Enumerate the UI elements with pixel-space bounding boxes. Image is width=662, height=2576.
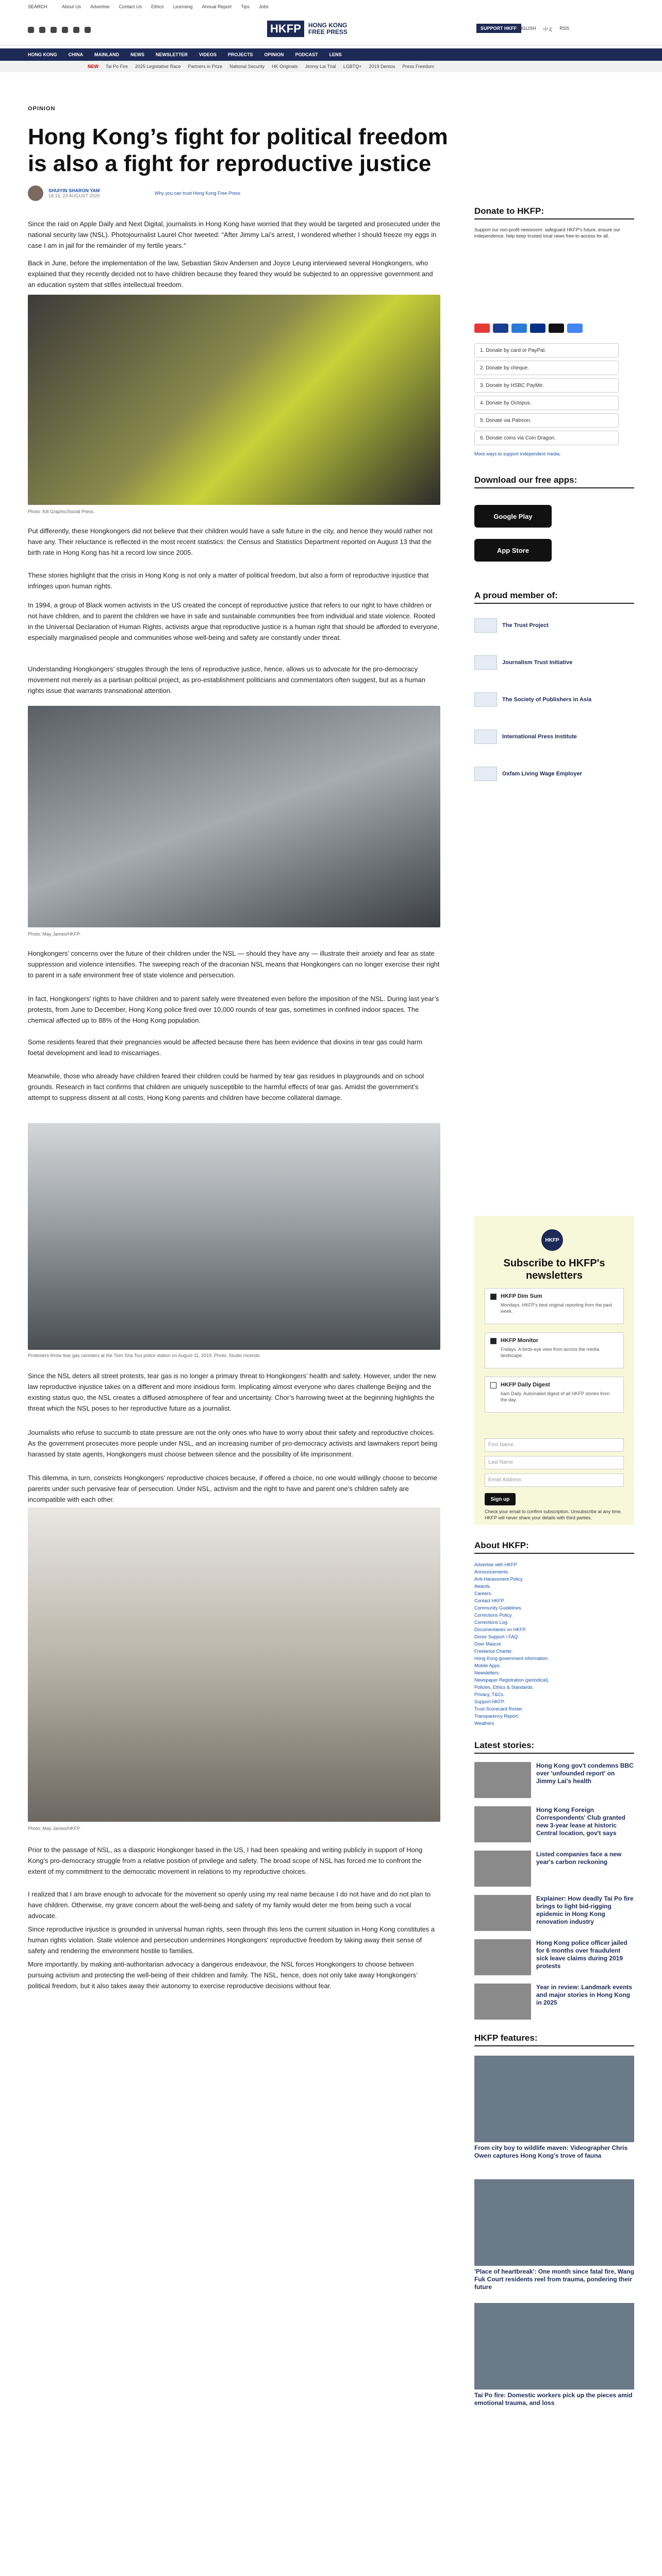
nav-item[interactable]: VIDEOS <box>199 52 217 57</box>
member-title: A proud member of: <box>474 590 634 604</box>
language-link[interactable]: 中文 <box>543 27 553 32</box>
nav-item[interactable]: MAINLAND <box>94 52 120 57</box>
facebook-icon[interactable] <box>28 27 34 33</box>
paragraph: These stories highlight that the crisis in Hong Kong is not only a matter of political freedom, but also a form of reproductive injustice that infringes upon human rights. <box>28 571 429 590</box>
instagram-icon[interactable] <box>51 27 57 33</box>
member-item[interactable] <box>474 655 572 670</box>
member-logo <box>474 692 497 707</box>
street-photo <box>28 706 440 927</box>
site-link[interactable]: Contact Us <box>119 4 142 9</box>
member-name: The Society of Publishers in Asia <box>502 697 592 703</box>
twitter-icon[interactable] <box>39 27 45 33</box>
feature-story[interactable] <box>474 2179 634 2291</box>
social-icons <box>28 27 91 33</box>
photo-caption: Photo: May James/HKFP. <box>28 1826 81 1831</box>
story-title: Hong Kong Foreign Correspondents' Club granted new 3-year lease at historic Central location, gov't says <box>536 1806 625 1837</box>
member-name: Journalism Trust Initiative <box>502 659 573 666</box>
paragraph: In 1994, a group of Black women activists in the US created the concept of reproductive justice that refers to our right to have children or not have children, and to parent the children we have in safe and sustainable communities free from individual and state violence. Rooted in the Universal Declaration of Human Rights, activists argue that reproductive justice is a human right that should be afforded to everyone, especially marginalised people and communities whose well-being and safety are constantly under threat. <box>28 601 440 641</box>
about-link[interactable]: Trust Scorecard Roster. <box>474 1706 523 1711</box>
nav-item[interactable]: CHINA <box>68 52 84 57</box>
nav-item[interactable]: OPINION <box>264 52 284 57</box>
subnav-item[interactable]: HK Originals <box>272 64 298 69</box>
telegram-icon[interactable] <box>85 27 91 33</box>
story-title: Hong Kong gov't condemns BBC over 'unfounded report' on Jimmy Lai's health <box>536 1762 634 1785</box>
photo-caption: Photo: May James/HKFP. <box>28 931 81 937</box>
subnav-item[interactable]: Tai Po Fire <box>106 64 128 69</box>
paragraph: In fact, Hongkongers’ rights to have children and to parent safely were threatened even before the imposition of the NSL. During last year’s protests, from June to December, Hong Kong police fired over 10,000 rounds of tear gas, sometimes in confined indoor spaces. The chemical affected up to 88% of the Hong Kong population. <box>28 995 439 1024</box>
nav-item[interactable]: PODCAST <box>295 52 318 57</box>
newsletter-desc: Fridays. A birds-eye view from across the media landscape. <box>501 1347 600 1358</box>
youtube-icon[interactable] <box>62 27 68 33</box>
member-item[interactable] <box>474 618 549 633</box>
about-link[interactable]: Announcements. <box>474 1569 509 1574</box>
story-thumbnail <box>474 1939 531 1975</box>
about-link[interactable]: Newsletters. <box>474 1670 500 1675</box>
about-link[interactable]: Newspaper Registration (periodical). <box>474 1677 550 1683</box>
feature-title: Tai Po fire: Domestic workers pick up the pieces amid emotional trauma, and loss <box>474 2392 633 2406</box>
newsletter-name: HKFP Daily Digest <box>501 1382 550 1388</box>
newsletter-option[interactable] <box>485 1377 624 1413</box>
feature-image <box>474 2303 634 2389</box>
newsletter-checkbox[interactable] <box>490 1382 496 1388</box>
latest-story[interactable] <box>474 1984 634 2024</box>
subnav-item[interactable]: LGBTQ+ <box>343 64 362 69</box>
donate-option[interactable]: 6. Donate coins via Coin Dragon. <box>474 431 619 445</box>
paragraph: Meanwhile, those who already have children feared their children could be harmed by tear gas residues in playgrounds and on school grounds. Research in fact confirms that children are uniquely susceptible to the harmful effects of tear gas. Amidst the government’s attempt to suppress dissent at all costs, Hong Kong parents and children have become collateral damage. <box>28 1072 424 1101</box>
amex-icon <box>511 324 527 333</box>
photo-caption: Photo: Kill Graphic/Social Press. <box>28 509 95 514</box>
nav-item[interactable]: PROJECTS <box>228 52 253 57</box>
about-link[interactable]: Community Guidelines. <box>474 1605 523 1611</box>
about-link[interactable]: Awards. <box>474 1584 491 1589</box>
about-link[interactable]: Doer Mascot. <box>474 1641 502 1647</box>
hkfp-badge-icon: HKFP <box>541 1229 563 1251</box>
site-link[interactable]: Jobs <box>258 4 269 9</box>
paragraph: Understanding Hongkongers’ struggles through the lens of reproductive justice, hence, allows us to advocate for the pro-democracy movement not merely as a partisan political project, as pro-establishment politicians and commentators often suggest, but as a human rights issue that warrants transnational attention. <box>28 665 426 694</box>
donate-text: Support our non-profit newsroom: safeguard HKFP's future, ensure our independence, help keep trusted local news free-to-access for all. <box>474 227 620 239</box>
site-link[interactable]: Annual Report <box>202 4 232 9</box>
about-link[interactable]: Careers. <box>474 1591 492 1596</box>
paragraph: Back in June, before the implementation of the law, Sebastian Skov Andersen and Joyce Leung interviewed several Hongkongers, who explained that they recently decided not to have children because they feared they would be subjected to an oppressive government and an education system that stifles intellectual freedom. <box>28 259 433 289</box>
member-logo <box>474 618 497 633</box>
visa-icon <box>493 324 508 333</box>
support-button[interactable]: SUPPORT HKFP <box>476 24 521 33</box>
last-name-input[interactable]: Last Name <box>485 1456 624 1469</box>
paragraph: Put differently, these Hongkongers did not believe that their children would have a safe future in the city, and hence they would rather not have any. Their reluctance is reflected in the most recent statistics: the Census and Statistics Department reported on August 13 that the birth rate in Hong Kong has hit a record low since 2005. <box>28 527 433 556</box>
app-store-label: App Store <box>496 546 529 554</box>
newsletter-note: Check your email to confirm subscription. Unsubscribe at any time. HKFP will never share your details with third parties. <box>485 1509 622 1520</box>
photo-caption: Protesters throw tear gas canisters at the Tsim Sha Tsui police station on August 11, 2019. Photo: Studio Incendo. <box>28 1353 261 1358</box>
member-logo <box>474 730 497 744</box>
about-link[interactable]: Anti-Harassment Policy. <box>474 1577 524 1582</box>
site-link[interactable]: Ethics <box>151 4 164 9</box>
member-name: The Trust Project <box>502 622 549 629</box>
newsletter-name: HKFP Monitor <box>501 1337 539 1344</box>
protest-photo <box>28 295 440 505</box>
newsletter-checkbox[interactable] <box>490 1294 496 1300</box>
member-item[interactable] <box>474 730 577 744</box>
newsletter-desc: 6am Daily. Automated digest of all HKFP stories from the day. <box>501 1391 610 1402</box>
member-logo <box>474 655 497 670</box>
member-name: Oxfam Living Wage Employer <box>502 771 582 777</box>
about-link[interactable]: Weathers <box>474 1721 494 1726</box>
logo-box: HKFP <box>267 21 304 37</box>
subnav-item[interactable]: Jimmy Lai Trial <box>305 64 336 69</box>
newsletter-name: HKFP Dim Sum <box>501 1293 542 1299</box>
subnav-item[interactable]: Partners in Prize <box>188 64 223 69</box>
paragraph: Some residents feared that their pregnancies would be affected because there has been evidence that dioxins in tear gas could harm foetal development and lead to miscarriages. <box>28 1038 423 1057</box>
feature-image <box>474 2179 634 2266</box>
latest-story[interactable] <box>474 1895 634 1935</box>
paragraph: Hongkongers’ concerns over the future of their children under the NSL — should they have any — illustrate their anxiety and fear as state suppression and violence intensifies. The sweeping reach of the draconian NSL means that Hongkongers can no longer exercise their right to parent in a safe environment free of state violence and persecution. <box>28 950 440 979</box>
member-item[interactable] <box>474 767 582 781</box>
subnav-item[interactable]: National Security <box>229 64 265 69</box>
paragraph: Since reproductive injustice is grounded in universal human rights, seen through this lens the current situation in Hong Kong constitutes a human rights violation. State violence and persecution undermines Hongkongers’ reproductive freedom by taking away their sense of safety and rendering the environment hostile to families. <box>28 1925 435 1955</box>
newsletter-option[interactable] <box>485 1332 624 1368</box>
member-item[interactable] <box>474 692 591 707</box>
language-links <box>516 26 569 32</box>
nav-item[interactable]: NEWS <box>130 52 145 57</box>
story-title: Year in review: Landmark events and major stories in Hong Kong in 2025 <box>536 1984 633 2006</box>
language-link[interactable]: RSS <box>559 26 570 31</box>
about-link[interactable]: Privacy, T&Cs. <box>474 1692 505 1697</box>
subnav-item[interactable]: Press Freedom <box>402 64 435 69</box>
apps-title: Download our free apps: <box>474 475 634 488</box>
about-link[interactable]: Contact HKFP. <box>474 1598 505 1603</box>
about-link[interactable]: Corrections Log. <box>474 1620 509 1625</box>
first-name-input[interactable]: First Name <box>485 1438 624 1452</box>
article-category[interactable]: OPINION <box>28 106 56 112</box>
logo-text: HONG KONG FREE PRESS <box>308 22 347 36</box>
feature-image <box>474 2056 634 2142</box>
about-link[interactable]: Freelance Charter. <box>474 1649 513 1654</box>
site-link[interactable]: Tips <box>241 4 250 9</box>
top-bar <box>0 0 662 45</box>
paragraph: More importantly, by making anti-authoritarian advocacy a dangerous endeavour, the NSL forces Hongkongers to choose between pursuing activism and protecting the well-being of their children and family. The NSL, hence, does not only take away Hongkongers’ political freedom, but it also takes away their autonomy to exercise reproductive decisions without fear. <box>28 1960 418 1990</box>
linkedin-icon[interactable] <box>73 27 79 33</box>
googlepay-icon <box>567 324 583 333</box>
latest-story[interactable] <box>474 1939 634 1979</box>
google-play-button[interactable] <box>474 505 552 528</box>
site-link[interactable]: About Us <box>62 4 81 9</box>
donate-option[interactable]: 1. Donate by card or PayPal. <box>474 343 619 358</box>
story-thumbnail <box>474 1806 531 1842</box>
newsletter-desc: Mondays. HKFP's best original reporting from the past week. <box>501 1302 612 1314</box>
feature-title: From city boy to wildlife maven: Videographer Chris Owen captures Hong Kong's trove of fauna <box>474 2144 628 2159</box>
paragraph: Journalists who refuse to succumb to state pressure are not the only ones who have to worry about their safety and reproductive choices. As the government prosecutes more people under NSL, and an increasing number of pro-democracy activists and lawmakers report being harassed by state agents, Hongkongers must choose between silence and the possibility of life imprisonment. <box>28 1429 438 1458</box>
donate-more-link[interactable]: More ways to support independent media. <box>474 451 561 456</box>
subnav-item[interactable]: 2025 Legislative Race <box>135 64 181 69</box>
about-link[interactable]: Documentaries on HKFP. <box>474 1627 526 1632</box>
latest-story[interactable] <box>474 1806 634 1846</box>
nav-item[interactable]: NEWSLETTER <box>156 52 188 57</box>
no-more-tear-gas-photo <box>28 1507 440 1822</box>
language-link[interactable]: ENGLISH <box>516 26 536 31</box>
paragraph: Since the raid on Apple Daily and Next Digital, journalists in Hong Kong have worried that they would be targeted and prosecuted under the national security law (NSL). Photojournalist Laurel Chor tweeted: “After Jimmy Lai’s arrest, I wondered whether I should freeze my eggs in case I am in jail for the remainder of my fertile years.” <box>28 220 440 249</box>
publish-date: 18:15, 23 AUGUST 2020 <box>48 193 100 198</box>
tear-gas-photo <box>28 1123 440 1350</box>
main-nav <box>0 48 662 61</box>
paragraph: This dilemma, in turn, constricts Hongkongers’ reproductive choices because, if offered a choice, no one would willingly choose to become parents under such pervasive fear of persecution. Under NSL, activism and the right to have and parent one’s children safely are incompatible with each other. <box>28 1474 438 1503</box>
newsletter-title: Subscribe to HKFP's newsletters <box>503 1258 605 1281</box>
about-link[interactable]: Support HKFP. <box>474 1699 505 1704</box>
subnav-item[interactable]: 2019 Demos <box>369 64 395 69</box>
features-title: HKFP features: <box>474 2033 634 2046</box>
paragraph: Since the NSL deters all street protests, tear gas is no longer a primary threat to Hongkongers’ health and safety. However, under the new law reproductive injustice takes on a different and more insidious form. Implicating almost everyone who dares challenge Beijing and the existing status quo, the NSL creates a diffused atmosphere of fear and uncertainty. Chor’s harrowing tweet at the beginning highlights the threat which the NSL poses to her reproductive future as a journalist. <box>28 1372 436 1412</box>
donate-option[interactable]: 5. Donate via Patreon. <box>474 413 619 428</box>
latest-title: Latest stories: <box>474 1740 634 1754</box>
feature-story[interactable] <box>474 2056 634 2160</box>
app-store-button[interactable] <box>474 539 552 562</box>
about-link[interactable]: Advertise with HKFP. <box>474 1562 518 1567</box>
story-title: Explainer: How deadly Tai Po fire brings to light bid-rigging epidemic in Hong Kong renovation industry <box>536 1895 634 1925</box>
nav-item[interactable]: HONG KONG <box>28 52 57 57</box>
story-title: Listed companies face a new year's carbon reckoning <box>536 1851 622 1866</box>
site-logo[interactable] <box>267 21 355 37</box>
trust-link[interactable]: Why you can trust Hong Kong Free Press <box>155 191 241 196</box>
feature-story[interactable] <box>474 2303 634 2407</box>
story-thumbnail <box>474 1984 531 2020</box>
search-button[interactable]: SEARCH <box>28 4 47 9</box>
about-link[interactable]: Mobile Apps. <box>474 1663 501 1668</box>
paragraph: Prior to the passage of NSL, as a diasporic Hongkonger based in the US, I had been speaking and writing publicly in support of Hong Kong’s pro-democracy struggle from a relative position of privilege and safety. The broad scope of NSL has forced me to confront the extent of my commitment to the democratic movement in relations to my reproductive choices. <box>28 1846 423 1875</box>
story-title: Hong Kong police officer jailed for 6 months over fraudulent sick leave claims during 2019 protests <box>536 1939 627 1970</box>
site-link[interactable]: Advertise <box>90 4 110 9</box>
nav-item[interactable]: LENS <box>329 52 342 57</box>
member-name: International Press Institute <box>502 734 577 740</box>
paragraph: I realized that I am brave enough to advocate for the movement so openly using my real name because I do not have and do not plan to have children. Otherwise, my grave concern about the well-being and safety of my family would deter me from being such a vocal advocate. <box>28 1890 431 1920</box>
site-links <box>62 4 269 9</box>
donate-title: Donate to HKFP: <box>474 206 634 219</box>
paypal-icon <box>530 324 545 333</box>
about-links <box>474 1561 634 1727</box>
signup-button[interactable]: Sign up <box>485 1493 516 1505</box>
byline <box>28 185 100 201</box>
donate-option[interactable]: 2. Donate by cheque. <box>474 361 619 375</box>
member-logo <box>474 767 497 781</box>
donate-option[interactable]: 3. Donate by HSBC PayMe. <box>474 378 619 393</box>
author-name[interactable]: SHUIYIN SHARON YAM <box>48 188 100 193</box>
about-link[interactable]: Transparency Report. <box>474 1714 519 1719</box>
email-input[interactable]: Email Address <box>485 1473 624 1487</box>
feature-title: 'Place of heartbreak': One month since fatal fire, Wang Fuk Court residents reel from trauma, pondering their future <box>474 2268 635 2291</box>
newsletter-checkbox[interactable] <box>490 1338 496 1344</box>
about-link[interactable]: Hong Kong government information. <box>474 1656 549 1661</box>
latest-story[interactable] <box>474 1851 634 1891</box>
article-headline: Hong Kong’s fight for political freedom is also a fight for reproductive justice <box>28 124 448 176</box>
about-link[interactable]: Policies, Ethics & Standards. <box>474 1685 534 1690</box>
story-thumbnail <box>474 1762 531 1798</box>
new-label: NEW <box>88 64 98 69</box>
newsletter-option[interactable] <box>485 1288 624 1324</box>
about-title: About HKFP: <box>474 1540 634 1554</box>
author-avatar <box>28 185 43 201</box>
mastercard-icon <box>474 324 490 333</box>
story-thumbnail <box>474 1895 531 1931</box>
sub-nav <box>0 61 662 72</box>
site-link[interactable]: Licensing <box>173 4 193 9</box>
about-link[interactable]: Donor Support / FAQ. <box>474 1634 519 1639</box>
story-thumbnail <box>474 1851 531 1887</box>
applepay-icon <box>549 324 564 333</box>
about-link[interactable]: Corrections Policy. <box>474 1613 513 1618</box>
donate-option[interactable]: 4. Donate by Octopus. <box>474 396 619 410</box>
google-play-label: Google Play <box>493 512 533 520</box>
latest-story[interactable] <box>474 1762 634 1802</box>
